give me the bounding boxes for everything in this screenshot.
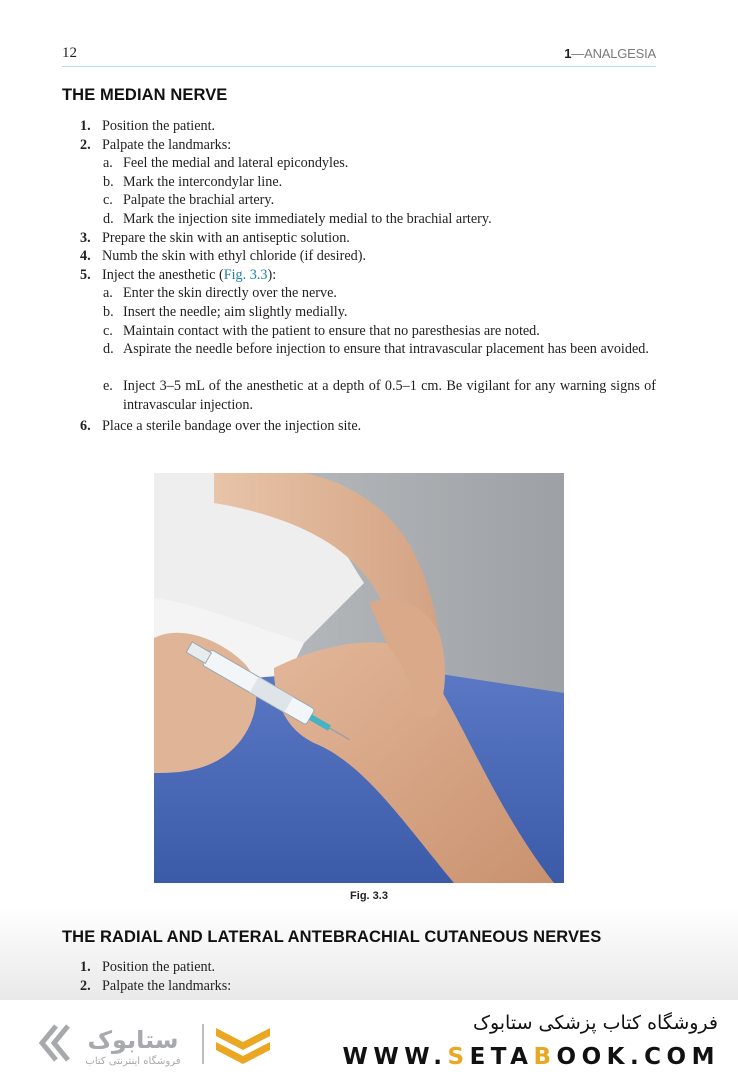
url-part: ETA (469, 1044, 534, 1070)
url-part: OOK.COM (556, 1044, 720, 1070)
step-number: 4. (80, 248, 91, 265)
step-number: 5. (80, 266, 91, 283)
sub-step-item (103, 303, 656, 322)
url-accent-letter: S (447, 1044, 470, 1070)
store-url[interactable] (343, 1044, 721, 1070)
sub-step-letter: e. (103, 378, 113, 395)
store-title: فروشگاه کتاب پزشکی ستابوک (472, 1012, 718, 1034)
sub-step-letter: a. (103, 155, 113, 172)
logo-wordmark: ستابوک (87, 1026, 179, 1054)
sub-step-text: Mark the injection site immediately medial to the brachial artery. (123, 211, 492, 227)
sub-step-text: Enter the skin directly over the nerve. (123, 285, 337, 302)
url-accent-letter: B (533, 1044, 557, 1070)
chapter-dash: — (571, 46, 585, 61)
step-number: 1. (80, 118, 91, 134)
step-item (80, 958, 215, 977)
step-item (80, 977, 231, 996)
step-text: Place a sterile bandage over the injection site. (102, 417, 362, 434)
sub-step-letter: c. (103, 192, 113, 209)
step-text: Palpate the landmarks: (102, 136, 232, 153)
step-item (80, 117, 215, 136)
running-head (62, 44, 656, 67)
sub-step-item (103, 340, 656, 359)
section-title-radial-nerves: THE RADIAL AND LATERAL ANTEBRACHIAL CUTANEOUS NERVES (62, 928, 602, 946)
section-title-median-nerve: THE MEDIAN NERVE (62, 86, 228, 104)
step-text: Prepare the skin with an antiseptic solution. (102, 229, 350, 246)
sub-step-item (103, 210, 656, 229)
step-number: 1. (80, 959, 91, 975)
step-number: 3. (80, 229, 91, 246)
sub-step-letter: d. (103, 341, 114, 358)
step-item (80, 229, 350, 248)
sub-step-letter: d. (103, 211, 114, 227)
logo-subtitle: فروشگاه اینترنتی کتاب (85, 1056, 181, 1067)
sub-step-letter: b. (103, 304, 114, 320)
step-text: Position the patient. (102, 118, 216, 134)
step-number: 2. (80, 977, 91, 994)
figure-caption: Fig. 3.3 (350, 890, 388, 902)
step-text: Numb the skin with ethyl chloride (if desired). (102, 248, 366, 265)
sub-step-letter: c. (103, 322, 113, 339)
step-number: 6. (80, 417, 91, 434)
step-item (80, 136, 231, 155)
step-text-end: ): (267, 266, 277, 283)
step-number: 2. (80, 136, 91, 153)
sub-step-item (103, 154, 656, 173)
page-number: 12 (62, 45, 77, 61)
watermark-footer (0, 1000, 738, 1080)
step-text-start: Inject the anesthetic ( (102, 266, 224, 283)
setabook-logo-icon (38, 1018, 288, 1068)
url-part: WWW. (342, 1044, 448, 1070)
step-text: Position the patient. (102, 959, 216, 975)
sub-step-text: Palpate the brachial artery. (123, 192, 275, 209)
chapter-number: 1 (564, 46, 572, 61)
sub-step-item (103, 377, 656, 414)
step-item (80, 417, 361, 436)
sub-step-letter: a. (103, 285, 113, 302)
sub-step-item (103, 322, 656, 341)
figure-photo (154, 473, 564, 883)
sub-step-text: Mark the intercondylar line. (123, 173, 283, 190)
step-item (80, 247, 366, 266)
sub-step-item (103, 191, 656, 210)
sub-step-text: Insert the needle; aim slightly medially. (123, 304, 348, 320)
sub-step-text: Aspirate the needle before injection to ensure that intravascular placement has been avoided. (123, 341, 649, 358)
step-item (80, 266, 276, 285)
sub-step-letter: b. (103, 173, 114, 190)
sub-step-text: Feel the medial and lateral epicondyles. (123, 155, 349, 172)
injection-photo-illustration (154, 473, 564, 883)
sub-step-text: Maintain contact with the patient to ensure that no paresthesias are noted. (123, 322, 540, 339)
sub-step-item (103, 173, 656, 192)
step-text: Palpate the landmarks: (102, 977, 232, 994)
sub-step-text: Inject 3–5 mL of the anesthetic at a depth of 0.5–1 cm. Be vigilant for any warning signs of intravascular injection. (123, 378, 656, 413)
chapter-title: ANALGESIA (584, 46, 656, 61)
figure-reference-link[interactable]: Fig. 3.3 (223, 266, 268, 283)
sub-step-item (103, 284, 656, 303)
chapter-label (564, 46, 656, 61)
